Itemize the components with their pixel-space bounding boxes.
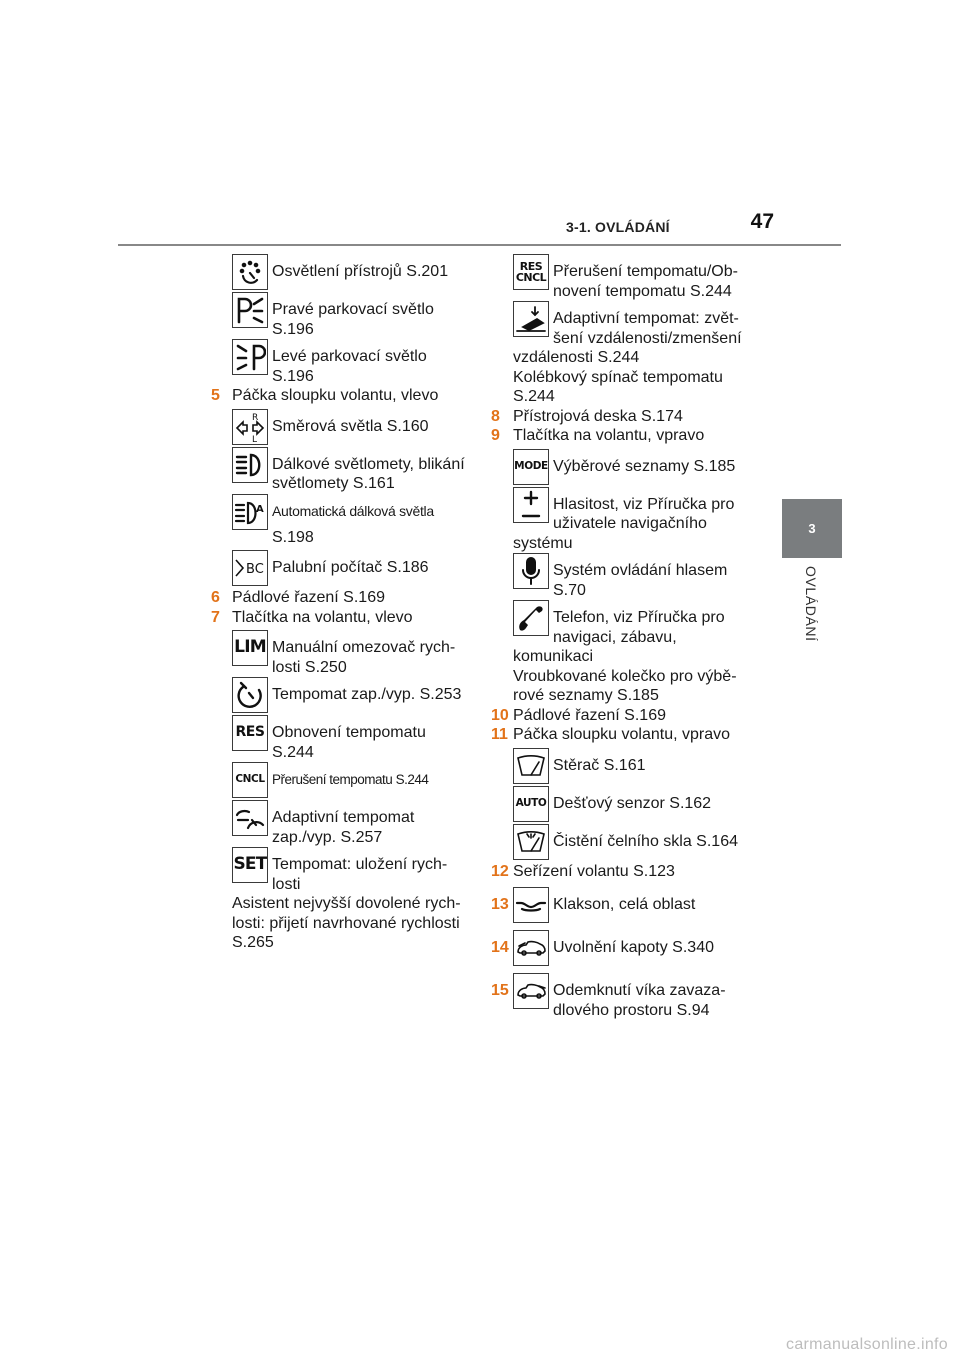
svg-text:A: A (256, 503, 264, 515)
list-item: Adaptivní tempomat zap./vyp. S.257 (232, 800, 470, 847)
windshield-washer-icon (513, 824, 549, 860)
svg-text:BC: BC (246, 562, 264, 577)
on-board-computer-icon (232, 550, 268, 586)
parking-light-left-icon (232, 339, 268, 375)
header-rule (118, 244, 841, 246)
list-item: 9 Tlačítka na volantu, vpravo (491, 427, 705, 444)
list-item: Hlasitost, viz Příručka pro uživatele navigačního systému (513, 487, 751, 554)
mode-icon: MODE (513, 449, 549, 485)
page-number: 47 (750, 210, 774, 233)
section-title: 3-1. OVLÁDÁNÍ (566, 219, 670, 235)
list-item: MODE Výběrové seznamy S.185 (513, 449, 751, 487)
horn-icon (513, 887, 549, 923)
wiper-icon (513, 748, 549, 784)
instrument-lighting-icon (232, 254, 268, 290)
microphone-icon (513, 553, 549, 589)
list-item: 7 Tlačítka na volantu, vlevo (211, 608, 413, 626)
volume-icon (513, 487, 549, 523)
watermark: carmanualsonline.info (786, 1335, 948, 1353)
svg-text:R: R (252, 412, 259, 423)
list-item: BC Palubní počítač S.186 (232, 550, 470, 588)
list-item: Adaptivní tempomat: zvětšení vzdálenosti/zmenšení vzdálenosti S.244 Kolébkový spínač tempomatu S.244 (513, 301, 751, 407)
set-speed-icon: SET (232, 847, 268, 883)
parking-light-right-icon (232, 292, 268, 328)
list-item: 15 Odemknutí víka zavazadlového prostoru S.94 (513, 973, 751, 1020)
auto-high-beam-icon (232, 494, 268, 530)
list-item: CNCL Přerušení tempomatu S.244 (232, 762, 470, 800)
phone-icon (513, 600, 549, 636)
chapter-tab-label: OVLÁDÁNÍ (803, 566, 819, 642)
speed-limiter-icon: LIM (232, 630, 268, 666)
right-column (491, 254, 751, 1020)
list-item: Dálkové světlomety, blikání světlomety S.161 (232, 447, 470, 494)
distance-adjust-icon (513, 301, 549, 337)
list-item: Stěrač S.161 (513, 748, 751, 786)
list-item: 13 Klakson, celá oblast (513, 887, 751, 925)
adaptive-cruise-icon (232, 800, 268, 836)
resume-cruise-icon: RES (232, 715, 268, 751)
list-item: Systém ovládání hlasem S.70 (513, 553, 751, 600)
list-item: A Automatická dálková světla S.198 (232, 494, 470, 548)
list-item: LIM Manuální omezovač rychlosti S.250 (232, 630, 470, 677)
chapter-tab[interactable]: 3 (782, 499, 842, 558)
left-column (211, 254, 470, 953)
list-item: Levé parkovací světlo S.196 (232, 339, 470, 386)
svg-text:L: L (252, 434, 258, 443)
list-item: 12 Seřízení volantu S.123 (491, 862, 675, 880)
list-item: Osvětlení přístrojů S.201 (232, 254, 470, 292)
rain-sensor-icon: AUTO (513, 786, 549, 822)
list-item: RES CNCL Přerušení tempomatu/Obnovení tempomatu S.244 (513, 254, 751, 301)
page-header (566, 210, 776, 244)
list-item: 14 Uvolnění kapoty S.340 (513, 930, 751, 968)
list-item: AUTO Dešťový senzor S.162 (513, 786, 751, 824)
list-item: 5 Páčka sloupku volantu, vlevo (211, 387, 439, 404)
list-item: Pravé parkovací světlo S.196 (232, 292, 470, 339)
list-item: RES Obnovení tempomatu S.244 (232, 715, 470, 762)
high-beam-icon (232, 447, 268, 483)
res-cncl-icon: RES CNCL (513, 254, 549, 290)
list-item: Telefon, viz Příručka pro navigaci, zábavu, komunikaci Vroubkované kolečko pro výběrové seznamy S.185 (513, 600, 751, 706)
cruise-control-icon (232, 677, 268, 713)
list-item: 10 Pádlové řazení S.169 (491, 706, 666, 724)
list-item: Tempomat zap./vyp. S.253 (232, 677, 470, 715)
list-item: SET Tempomat: uložení rychlosti Asistent nejvyšší dovolené rychlosti: přijetí navrhované rychlosti S.265 (232, 847, 470, 953)
cancel-cruise-icon: CNCL (232, 762, 268, 798)
list-item: 11 Páčka sloupku volantu, vpravo (491, 726, 731, 743)
list-item: 8 Přístrojová deska S.174 (491, 407, 683, 425)
trunk-release-icon (513, 973, 549, 1009)
hood-release-icon (513, 930, 549, 966)
list-item: R L Směrová světla S.160 (232, 409, 470, 447)
turn-signal-icon (232, 409, 268, 445)
list-item: 6 Pádlové řazení S.169 (211, 589, 385, 606)
list-item: Čistění čelního skla S.164 (513, 824, 751, 862)
